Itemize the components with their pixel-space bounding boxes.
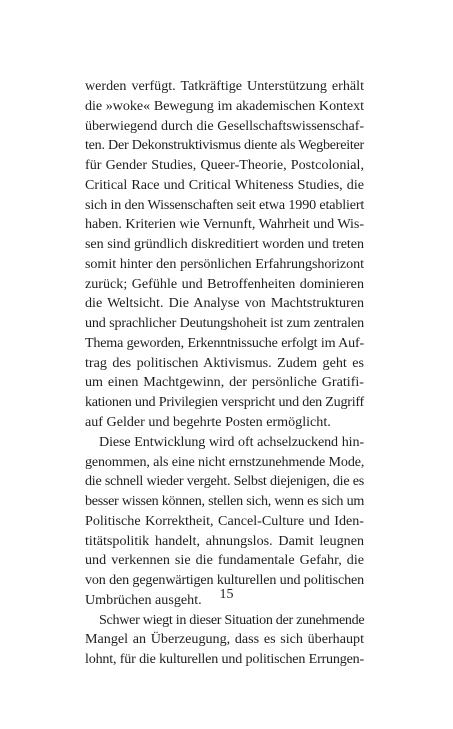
page-number: 15 bbox=[219, 587, 234, 602]
text-line: Politische Korrektheit, Cancel-Culture und Iden- bbox=[85, 512, 364, 529]
text-line: und sprachlicher Deutungshoheit ist zum zentralen bbox=[85, 315, 364, 332]
paragraph bbox=[85, 77, 364, 433]
text-line: überwiegend durch die Gesellschaftswissenschaf- bbox=[85, 117, 364, 134]
text-line: besser wissen können, stellen sich, wenn es sich um bbox=[85, 493, 364, 510]
text-line: die schnell wieder vergeht. Selbst diejenigen, die es bbox=[85, 473, 364, 490]
text-line: haben. Kriterien wie Vernunft, Wahrheit und Wis- bbox=[85, 216, 364, 233]
text-line: titätspolitik handelt, ahnungslos. Damit leugnen bbox=[85, 532, 364, 549]
paragraph bbox=[85, 611, 364, 670]
text-line: die »woke« Bewegung im akademischen Kontext bbox=[85, 97, 364, 114]
text-line: ten. Der Dekonstruktivismus diente als Wegbereiter bbox=[85, 137, 364, 154]
paragraph bbox=[85, 433, 364, 611]
text-line: lohnt, für die kulturellen und politischen Errungen- bbox=[85, 651, 364, 668]
text-line: sich in den Wissenschaften seit etwa 1990 etabliert bbox=[85, 196, 365, 213]
text-line: genommen, als eine nicht ernstzunehmende Mode, bbox=[85, 453, 365, 470]
text-line: Diese Entwicklung wird oft achselzuckend hin- bbox=[99, 433, 364, 450]
text-line: um einen Machtgewinn, der persönliche Gratifi- bbox=[85, 374, 364, 391]
text-line: die Weltsicht. Die Analyse von Machtstrukturen bbox=[85, 295, 364, 312]
text-line: Schwer wiegt in dieser Situation der zunehmende bbox=[99, 611, 365, 628]
text-line: und verkennen sie die fundamentale Gefahr, die bbox=[85, 552, 364, 569]
text-line: zurück; Gefühle und Betroffenheiten dominieren bbox=[85, 275, 364, 292]
text-line: somit hinter den persönlichen Erfahrungshorizont bbox=[85, 255, 364, 272]
text-line: Umbrüchen ausgeht. bbox=[85, 591, 202, 608]
text-line: auf Gelder und begehrte Posten ermöglicht. bbox=[85, 414, 331, 431]
text-line: Mangel an Überzeugung, dass es sich überhaupt bbox=[85, 631, 364, 648]
text-line: für Gender Studies, Queer-Theorie, Postcolonial, bbox=[85, 157, 364, 174]
text-line: trag des politischen Aktivismus. Zudem geht es bbox=[85, 354, 364, 371]
text-line: sen sind gründlich diskreditiert worden und treten bbox=[85, 236, 364, 253]
text-line: Thema geworden, Erkenntnissuche erfolgt im Auf- bbox=[85, 334, 364, 351]
text-line: werden verfügt. Tatkräftige Unterstützung erhält bbox=[85, 78, 364, 94]
body-text bbox=[85, 77, 364, 670]
text-line: von den gegenwärtigen kulturellen und politischen bbox=[85, 572, 364, 589]
text-line: kationen und Privilegien verspricht und den Zugriff bbox=[85, 394, 364, 411]
text-line: Critical Race und Critical Whiteness Studies, die bbox=[85, 176, 364, 193]
